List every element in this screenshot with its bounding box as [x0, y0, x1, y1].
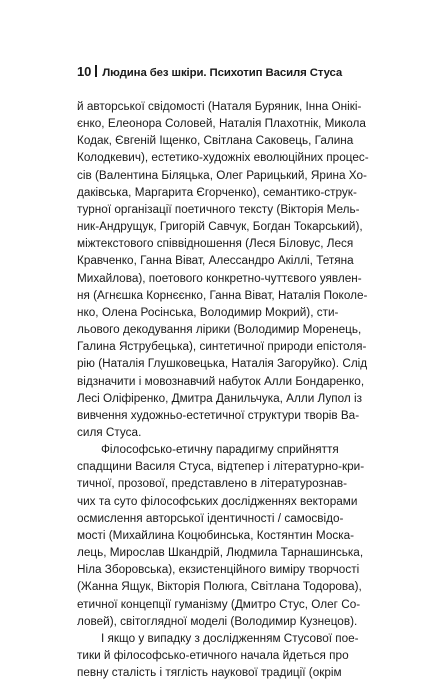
text-line: І якщо у випадку з дослідженням Стусової пое- [101, 631, 359, 645]
text-line: ня (Агнєшка Корнєєнко, Ганна Віват, Наталія Поколе- [77, 288, 368, 302]
page-number: 10 [77, 64, 92, 79]
text-line: даківська, Маргарита Єгорченко), семантико-струк- [77, 185, 357, 199]
text-line: Ніла Зборовська), екзистенційного виміру творчості [77, 563, 360, 577]
text-line: Галина Яструбецька), синтетичної природи епістоля- [77, 340, 367, 354]
text-line: вивчення художньо-естетичної структури творів Ва- [77, 408, 360, 422]
text-line: й авторської свідомості (Наталя Буряник, Інна Онікі- [77, 100, 362, 113]
running-title: Людина без шкіри. Психотип Василя Стуса [102, 67, 343, 79]
text-line: тики й філософсько-етичного начала йдеться про [77, 649, 349, 662]
text-line: певну сталість і тяглість наукової традиції (окрім [77, 666, 342, 680]
text-line: Колодкевич), естетико-художніх еволюційних процес- [77, 151, 369, 165]
text-line: силя Стуса. [77, 425, 142, 439]
text-line: Кравченко, Ганна Віват, Алессандро Акіллі, Тетяна [77, 254, 354, 268]
text-line: мості (Михайлина Коцюбинська, Костянтин Моска- [77, 528, 355, 542]
text-line: Михайлова), поетового конкретно-чуттєвого уявлен- [77, 271, 362, 285]
text-line: льового декодування лірики (Володимир Моренець, [77, 323, 362, 337]
running-header [77, 64, 342, 79]
text-line: рію (Наталія Глушковецька, Наталія Загоруйко). Слід [77, 357, 368, 371]
text-line: спадщини Василя Стуса, відтепер і літературно-кри- [77, 460, 365, 474]
body-text [77, 98, 397, 681]
text-line: (Жанна Ящук, Вікторія Полюга, Світлана Тодорова), [77, 580, 362, 594]
text-line: осмислення авторської ідентичності / самосвідо- [77, 511, 344, 525]
text-line: міжтекстового співвідношення (Леся Біловус, Леся [77, 237, 354, 251]
text-line: сів (Валентина Біляцька, Олег Рарицький, Ярина Хо- [77, 168, 367, 182]
text-line: Кодак, Євгеній Іщенко, Світлана Саковець, Галина [77, 134, 354, 148]
text-line: єнко, Елеонора Соловей, Наталія Плахотнік, Микола [77, 117, 366, 131]
text-line: турної організації поетичного тексту (Вікторія Мель- [77, 202, 360, 216]
text-line: ловей), світоглядної моделі (Володимир Кузнецов). [77, 614, 358, 628]
text-line: тичної, прозової, представлено в літературознав- [77, 477, 348, 491]
text-line: ник-Андрущук, Григорій Савчук, Богдан Токарський), [77, 220, 363, 234]
text-line: нко, Олена Росінська, Володимир Мокрий), сти- [77, 305, 339, 319]
text-line: чих та суто філософських дослідженнях векторами [77, 494, 358, 508]
text-line: Лесі Оліфіренко, Дмитра Данильчука, Алли Лупол із [77, 391, 363, 405]
text-line: етичної концепції гуманізму (Дмитро Стус, Олег Со- [77, 597, 361, 611]
text-line: відзначити і мовознавчий набуток Алли Бондаренко, [77, 374, 365, 388]
header-separator [95, 65, 97, 77]
text-line: Філософсько-етичну парадигму сприйняття [101, 443, 339, 457]
text-line: лець, Мирослав Шкандрій, Людмила Тарнашинська, [77, 546, 364, 560]
